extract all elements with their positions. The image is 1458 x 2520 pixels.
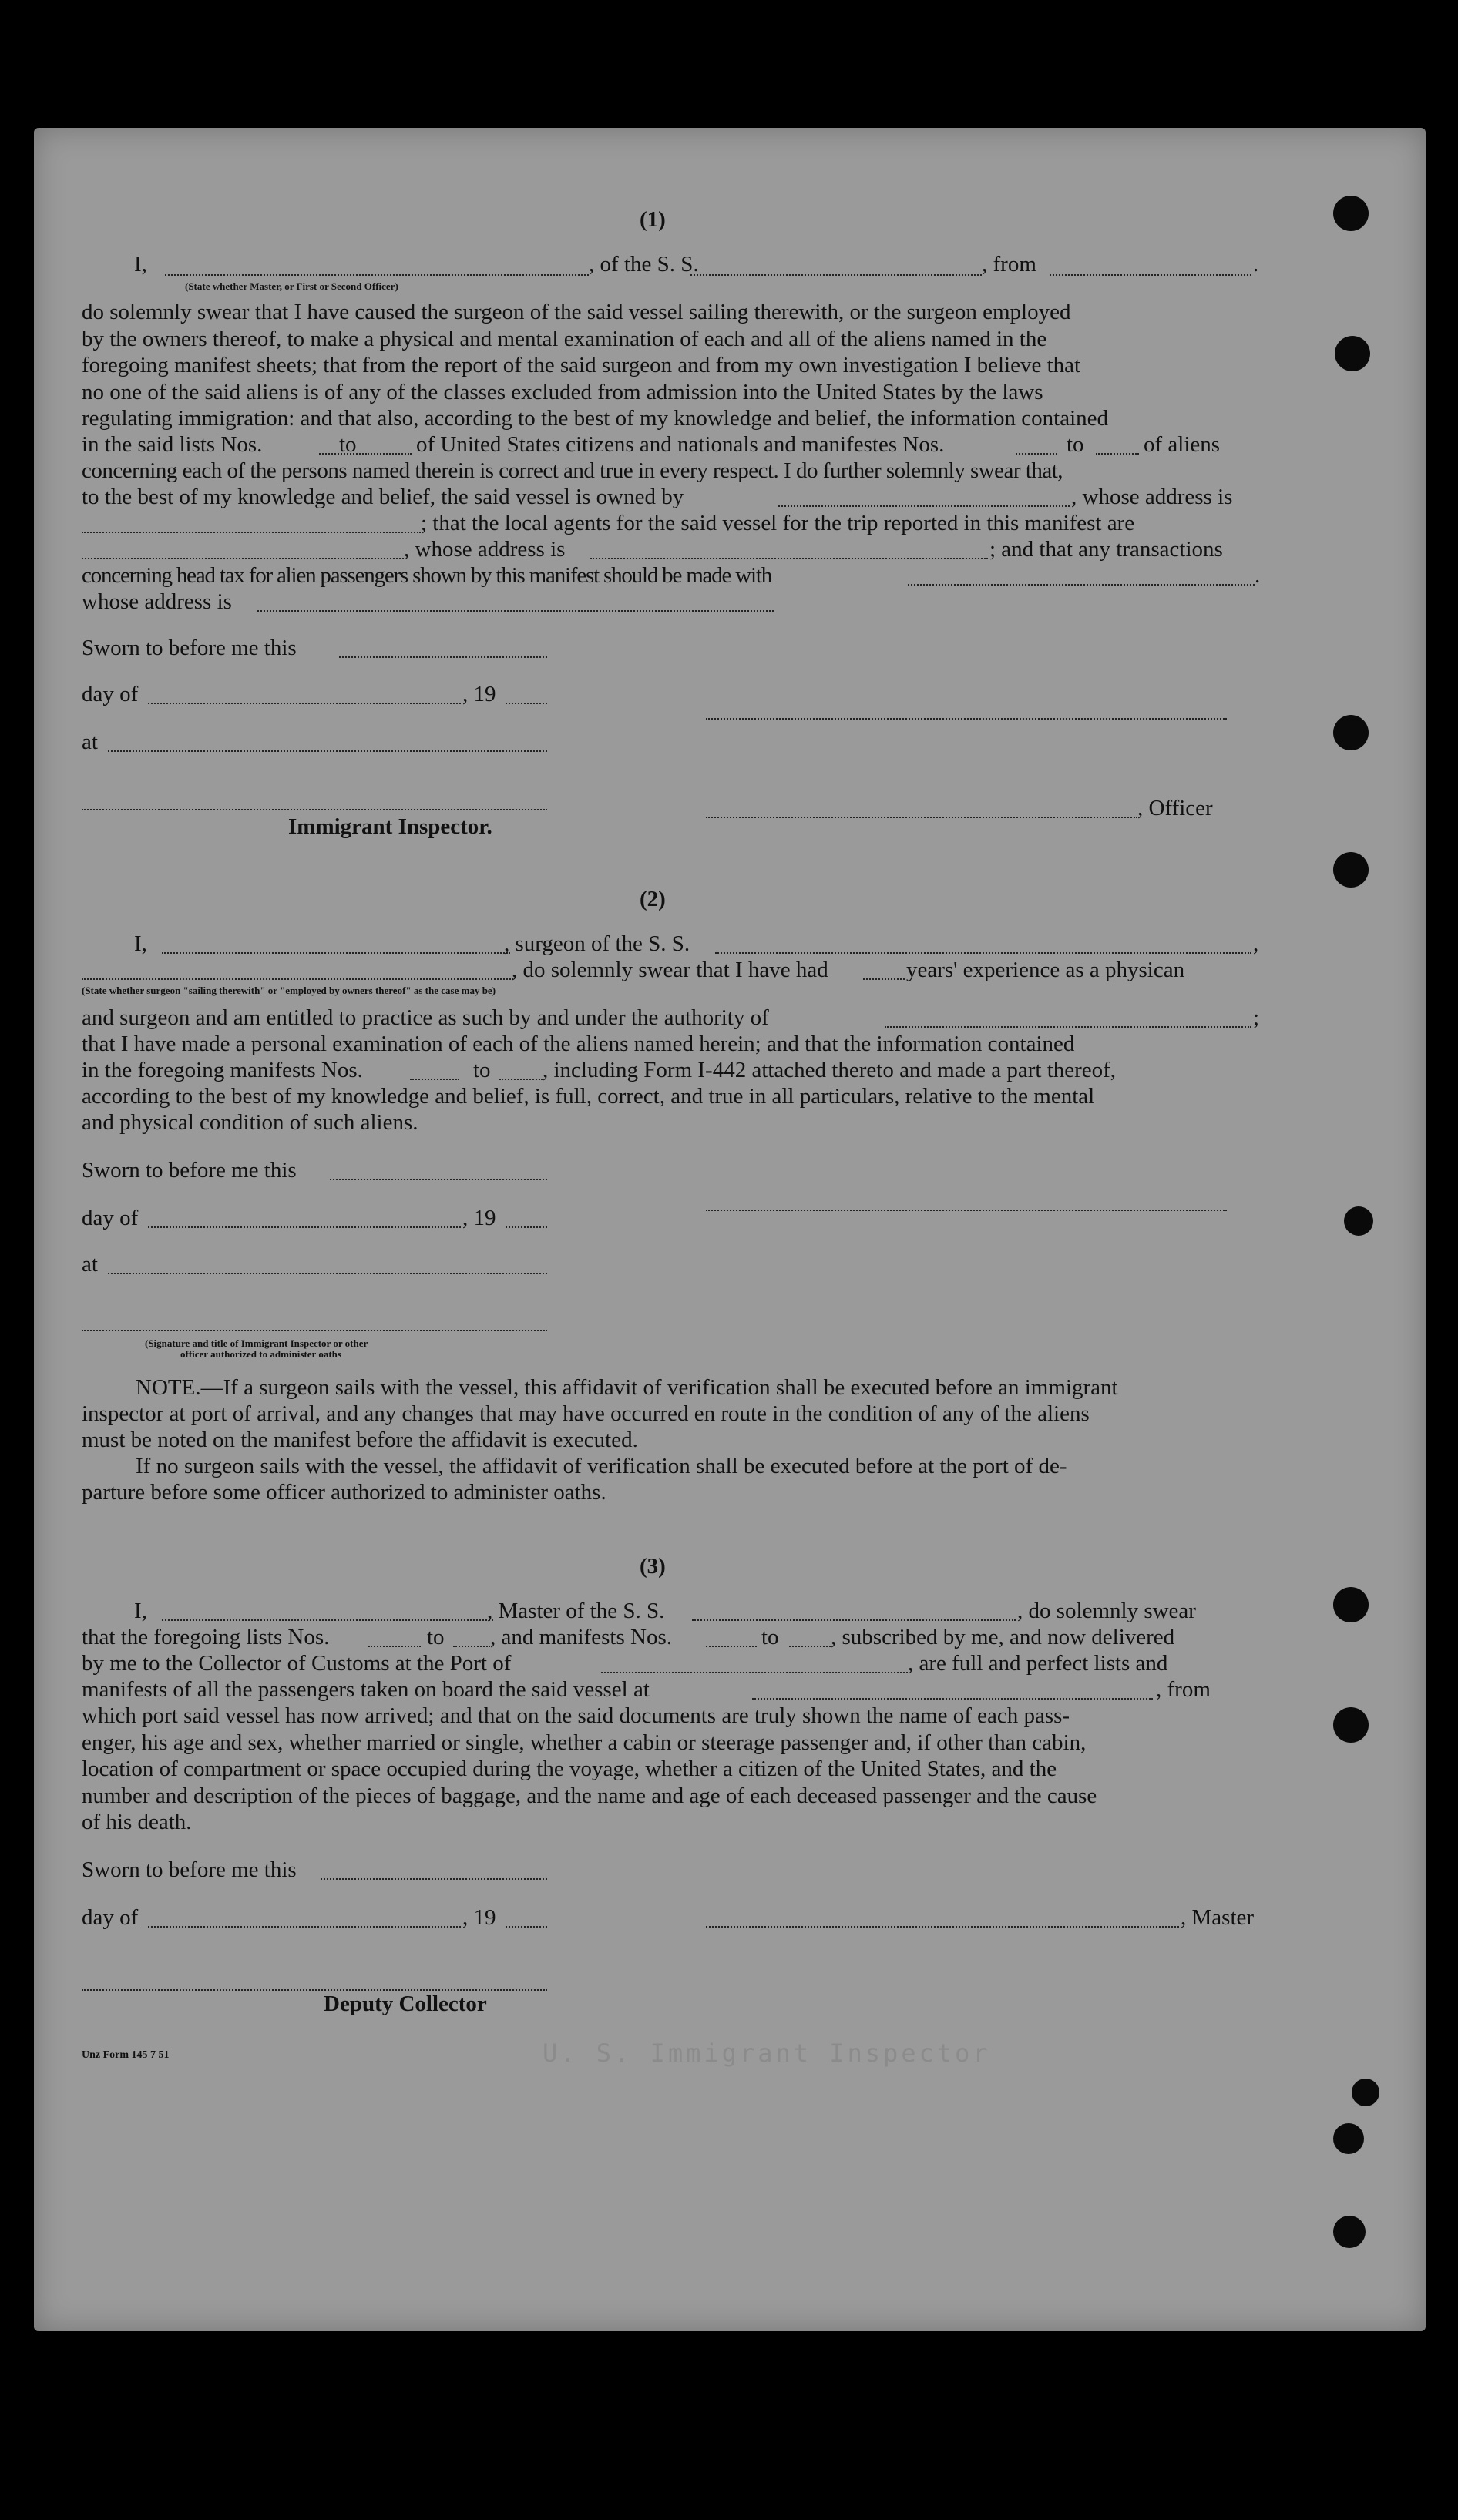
- s3-lists-b: , and manifests Nos.: [490, 1625, 672, 1649]
- s3-master-label: , Master: [1181, 1905, 1255, 1930]
- s2-sworn-line[interactable]: [330, 1179, 547, 1180]
- s1-dot: .: [1253, 252, 1259, 277]
- s1-paragraph: [82, 299, 1265, 432]
- s3-sworn: Sworn to before me this: [82, 1857, 297, 1882]
- s1-agents-address-line[interactable]: [590, 558, 988, 559]
- s3-swear: , do solemnly swear: [1017, 1599, 1196, 1623]
- s3-master-of: , Master of the S. S.: [487, 1599, 665, 1623]
- s1-manifests-to-line[interactable]: [1096, 453, 1139, 455]
- s1-owner-line[interactable]: [778, 505, 1070, 507]
- s3-lists-to2: to: [761, 1625, 779, 1649]
- s3-deputy-label: Deputy Collector: [324, 1992, 487, 2016]
- s1-lists-c: of aliens: [1144, 432, 1221, 457]
- s1-i: I,: [134, 252, 147, 277]
- punch-hole: [1333, 2216, 1366, 2248]
- s1-manifests-from-line[interactable]: [1016, 453, 1057, 455]
- s3-lists-a: that the foregoing lists Nos.: [82, 1625, 330, 1649]
- s1-at: at: [82, 730, 98, 754]
- s3-para-line: number and description of the pieces of baggage, and the name and age of each deceased passenger and the cause: [82, 1783, 1097, 1808]
- punch-hole: [1333, 1587, 1369, 1622]
- s2-manifests-from-line[interactable]: [410, 1079, 459, 1080]
- s2-manifests-to-line[interactable]: [499, 1079, 543, 1080]
- s3-board-port-line[interactable]: [752, 1698, 1153, 1700]
- s2-note-3: must be noted on the manifest before the affidavit is executed.: [82, 1428, 638, 1452]
- s1-para-line: no one of the said aliens is of any of the classes excluded from admission into the United States by the laws: [82, 379, 1043, 404]
- s1-from: , from: [982, 252, 1036, 277]
- s1-day-of: day of: [82, 682, 139, 706]
- s2-manifests-b: , including Form I-442 attached thereto and made a part thereof,: [543, 1058, 1117, 1082]
- s2-ship-line[interactable]: [715, 952, 1251, 954]
- s1-lists-to2: to: [1067, 432, 1084, 457]
- s2-surgeon-note: (State whether surgeon "sailing therewith" or "employed by owners thereof" as the case may be): [82, 985, 496, 996]
- s1-ship-line[interactable]: [690, 274, 982, 276]
- s1-at-line[interactable]: [108, 750, 547, 752]
- s2-surgeon-of: , surgeon of the S. S.: [504, 931, 690, 956]
- punch-hole: [1333, 715, 1369, 750]
- s2-according: according to the best of my knowledge and belief, is full, correct, and true in all particulars, relative to the mental: [82, 1084, 1095, 1109]
- s3-master-name-line[interactable]: [162, 1619, 493, 1621]
- s3-full-lists: , are full and perfect lists and: [908, 1651, 1168, 1676]
- s3-sworn-line[interactable]: [321, 1878, 547, 1880]
- s2-years: years' experience as a physican: [906, 958, 1185, 982]
- s2-note-4: If no surgeon sails with the vessel, the affidavit of verification shall be executed before at the port of de-: [136, 1454, 1067, 1478]
- s1-para-line: do solemnly swear that I have caused the surgeon of the said vessel sailing therewith, or the surgeon employed: [82, 300, 1071, 324]
- s1-sworn-line[interactable]: [339, 656, 547, 658]
- s1-head-tax-dot: .: [1255, 563, 1261, 588]
- section-1-heading: (1): [640, 207, 666, 232]
- s1-year-line[interactable]: [506, 703, 547, 704]
- s1-para-line: foregoing manifest sheets; that from the report of the said surgeon and from my own investigation I believe that: [82, 353, 1081, 377]
- s2-day-line[interactable]: [148, 1226, 461, 1228]
- s1-whose-address-1: , whose address is: [1071, 485, 1233, 509]
- punch-hole: [1333, 2123, 1364, 2154]
- s3-master-sig-line[interactable]: [706, 1926, 1179, 1928]
- s2-inspector-sig-line[interactable]: [82, 1330, 547, 1331]
- s1-lists-a: in the said lists Nos.: [82, 432, 263, 457]
- section-2-heading: (2): [640, 887, 666, 911]
- s1-para-line: regulating immigration: and that also, according to the best of my knowledge and belief, the information contained: [82, 406, 1109, 431]
- s2-physical: and physical condition of such aliens.: [82, 1110, 418, 1135]
- s3-from: , from: [1156, 1677, 1211, 1702]
- s3-lists-to1: to: [427, 1625, 445, 1649]
- s2-sworn: Sworn to before me this: [82, 1158, 297, 1183]
- form-sheet: [34, 128, 1426, 2331]
- s1-of-ss: , of the S. S.: [589, 252, 699, 277]
- s2-note-2: inspector at port of arrival, and any changes that may have occurred en route in the condition of any of the aliens: [82, 1401, 1090, 1426]
- s2-at-line[interactable]: [108, 1273, 547, 1274]
- s2-manifests-to: to: [473, 1058, 491, 1082]
- s3-ship-line[interactable]: [692, 1619, 1016, 1621]
- s1-whose-address-last: whose address is: [82, 589, 232, 614]
- punch-hole: [1335, 336, 1370, 371]
- s3-manifests-from-line[interactable]: [706, 1646, 757, 1647]
- s2-semicolon: ;: [1253, 1005, 1260, 1030]
- s3-lists-to-line[interactable]: [453, 1646, 490, 1647]
- s1-officer-note: (State whether Master, or First or Second Officer): [185, 280, 398, 292]
- s1-whose-address-2: , whose address is: [404, 537, 566, 562]
- s2-year-line[interactable]: [506, 1226, 547, 1228]
- punch-hole: [1333, 852, 1369, 888]
- s2-do-swear: , do solemnly swear that I have had: [512, 958, 828, 982]
- s1-transactions: ; and that any transactions: [989, 537, 1223, 562]
- s3-manifests-to-line[interactable]: [789, 1646, 831, 1647]
- s1-concerning: concerning each of the persons named therein is correct and true in every respect. I do further solemnly swear that,: [82, 458, 1063, 483]
- s1-officer-label: , Officer: [1137, 796, 1213, 820]
- s1-sworn: Sworn to before me this: [82, 636, 297, 660]
- s1-officer-line[interactable]: [706, 817, 1137, 818]
- s1-head-tax-address-line[interactable]: [257, 610, 774, 612]
- s1-officer-name-line[interactable]: [165, 274, 589, 276]
- s1-head-tax: concerning head tax for alien passengers shown by this manifest should be made with: [82, 563, 772, 588]
- s2-signature-line[interactable]: [706, 1210, 1227, 1211]
- s2-sig-note-2: officer authorized to administer oaths: [180, 1348, 341, 1360]
- s3-year-line[interactable]: [506, 1926, 547, 1928]
- s3-para-line: which port said vessel has now arrived; and that on the said documents are truly shown the name of each pass-: [82, 1703, 1070, 1728]
- s3-para-line: location of compartment or space occupied during the voyage, whether a citizen of the United States, and the: [82, 1757, 1057, 1781]
- s2-surgeon-name-line[interactable]: [162, 952, 510, 954]
- s2-note-1: NOTE.—If a surgeon sails with the vessel, this affidavit of verification shall be executed before an immigrant: [136, 1375, 1118, 1400]
- s3-collector: by me to the Collector of Customs at the Port of: [82, 1651, 512, 1676]
- punch-hole: [1344, 1206, 1373, 1236]
- s1-day-line[interactable]: [148, 703, 461, 704]
- s2-authority-line[interactable]: [885, 1026, 1251, 1028]
- s2-manifests-a: in the foregoing manifests Nos.: [82, 1058, 363, 1082]
- s1-para-line: by the owners thereof, to make a physical and mental examination of each and all of the aliens named in the: [82, 326, 1047, 351]
- s3-lists-from-line[interactable]: [368, 1646, 421, 1647]
- s1-lists-b: of United States citizens and nationals and manifestes Nos.: [416, 432, 945, 457]
- s1-owner-address-line[interactable]: [82, 532, 421, 533]
- s2-surgeon-type-line[interactable]: [82, 978, 513, 980]
- s2-comma: ,: [1253, 931, 1259, 956]
- s2-years-line[interactable]: [863, 978, 905, 980]
- punch-hole: [1352, 2079, 1379, 2106]
- section-3-heading: (3): [640, 1554, 666, 1579]
- punch-hole: [1333, 196, 1369, 231]
- s1-head-tax-line[interactable]: [908, 584, 1255, 586]
- s2-exam: that I have made a personal examination of each of the aliens named herein; and that the information contained: [82, 1032, 1075, 1056]
- s2-sig-note-1: (Signature and title of Immigrant Inspector or other: [145, 1337, 368, 1349]
- s1-inspector-label: Immigrant Inspector.: [288, 814, 492, 839]
- s3-manifests-all: manifests of all the passengers taken on board the said vessel at: [82, 1677, 650, 1702]
- s3-lists-c: , subscribed by me, and now delivered: [831, 1625, 1175, 1649]
- s3-port-line[interactable]: [601, 1672, 908, 1673]
- form-reference: Unz Form 145 7 51: [82, 2049, 170, 2061]
- s1-lists-to-line[interactable]: [365, 453, 412, 455]
- s3-day-of: day of: [82, 1905, 139, 1930]
- s2-i: I,: [134, 931, 147, 956]
- s1-owned-by: to the best of my knowledge and belief, the said vessel is owned by: [82, 485, 684, 509]
- s1-inspector-sig-line[interactable]: [82, 809, 547, 810]
- s1-lists-to1: to: [339, 432, 357, 457]
- s1-signature-line[interactable]: [706, 718, 1227, 720]
- s1-agents-line[interactable]: [82, 558, 404, 559]
- s1-nineteen: , 19: [462, 682, 496, 706]
- s2-day-of: day of: [82, 1206, 139, 1230]
- s3-paragraph: [82, 1703, 1265, 1809]
- s2-note-5: parture before some officer authorized to administer oaths.: [82, 1480, 606, 1505]
- s3-para-line: enger, his age and sex, whether married or single, whether a cabin or steerage passenger and, if other than cabin,: [82, 1730, 1087, 1755]
- s2-nineteen: , 19: [462, 1206, 496, 1230]
- punch-hole: [1333, 1707, 1369, 1743]
- s3-last: of his death.: [82, 1810, 192, 1834]
- s1-local-agents: ; that the local agents for the said vessel for the trip reported in this manifest are: [421, 511, 1135, 535]
- s3-i: I,: [134, 1599, 147, 1623]
- s2-at: at: [82, 1252, 98, 1277]
- s2-authority: and surgeon and am entitled to practice as such by and under the authority of: [82, 1005, 769, 1030]
- stamp-text: U. S. Immigrant Inspector: [543, 2038, 991, 2068]
- s3-nineteen: , 19: [462, 1905, 496, 1930]
- s3-day-line[interactable]: [148, 1926, 461, 1928]
- s1-from-line[interactable]: [1050, 274, 1251, 276]
